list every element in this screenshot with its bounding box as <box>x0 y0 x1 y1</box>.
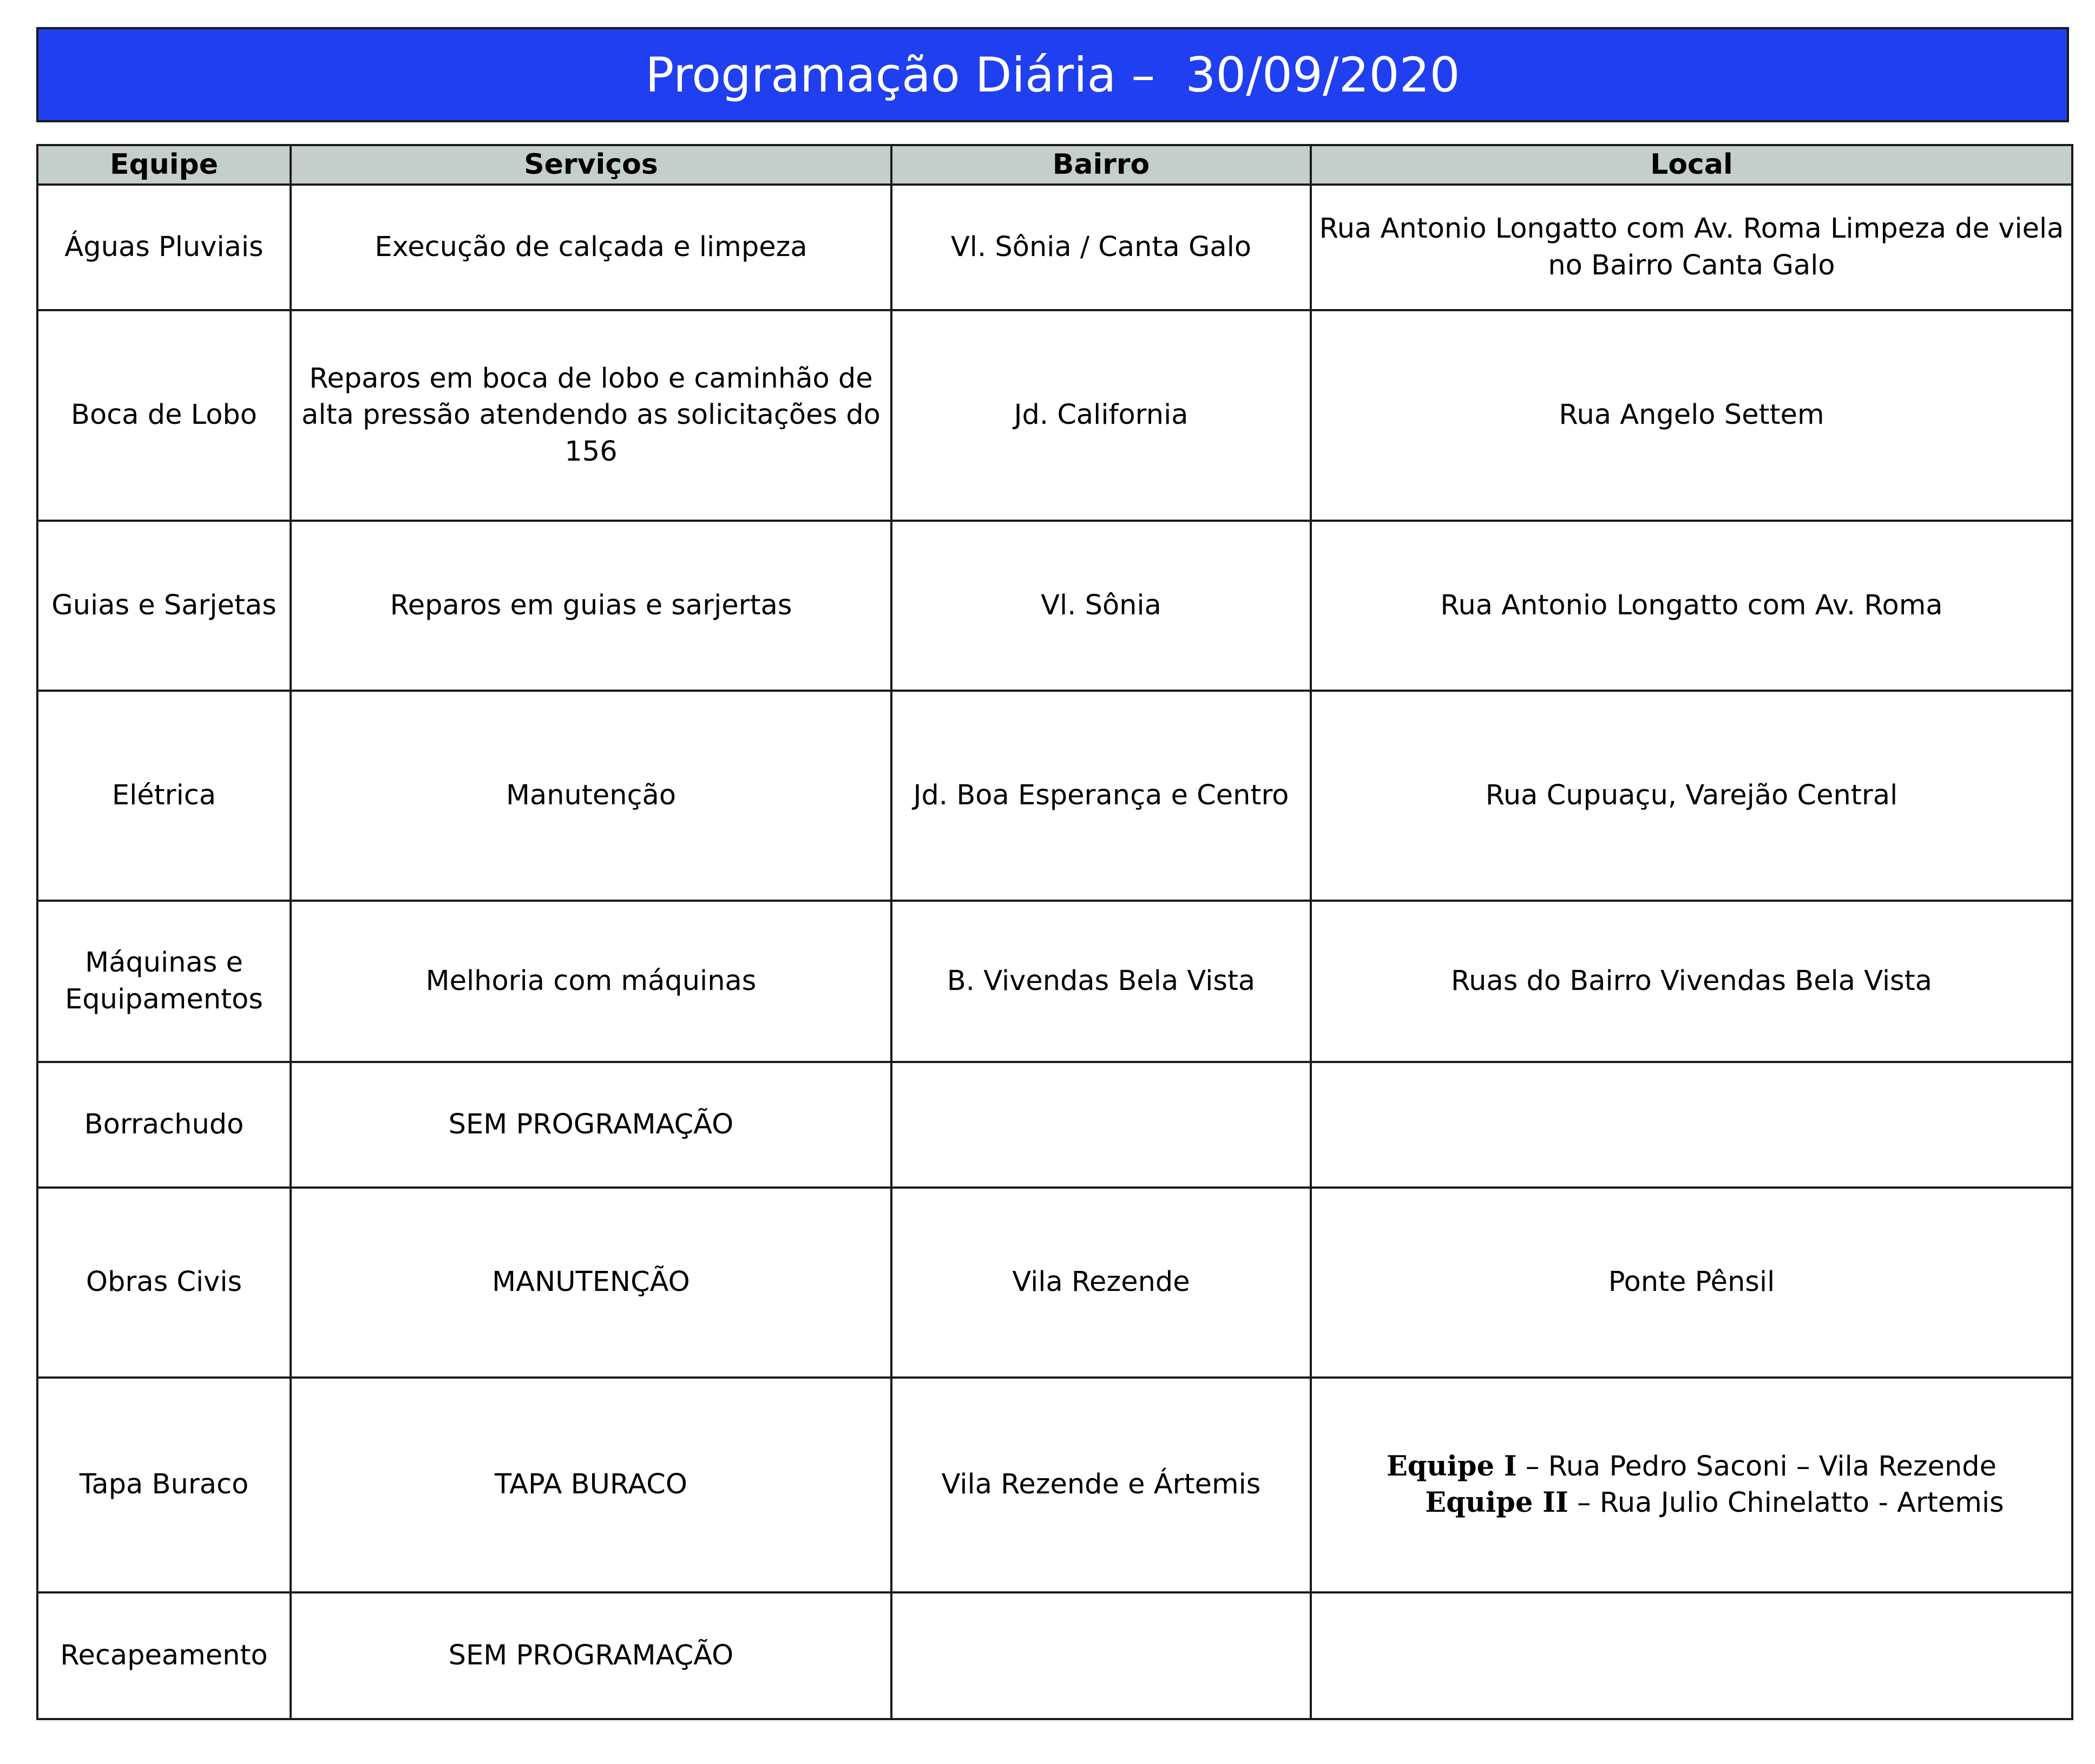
cell-equipe: Guias e Sarjetas <box>37 521 291 691</box>
equipe-label: Equipe II <box>1425 1486 1568 1519</box>
cell-equipe: Borrachudo <box>37 1062 291 1188</box>
cell-servicos: Manutenção <box>291 691 891 901</box>
cell-local <box>1311 1592 2072 1719</box>
cell-servicos: Execução de calçada e limpeza <box>291 185 891 310</box>
header-local: Local <box>1311 145 2072 185</box>
cell-bairro: Vila Rezende <box>891 1188 1311 1378</box>
local-line <box>1316 1485 2067 1521</box>
cell-equipe: Obras Civis <box>37 1188 291 1378</box>
table-row <box>37 1378 2072 1592</box>
cell-local: Rua Cupuaçu, Varejão Central <box>1311 691 2072 901</box>
schedule-table <box>36 144 2073 1720</box>
cell-local: Ponte Pênsil <box>1311 1188 2072 1378</box>
cell-local <box>1311 1062 2072 1188</box>
table-row <box>37 1188 2072 1378</box>
cell-bairro: Vila Rezende e Ártemis <box>891 1378 1311 1592</box>
table-row <box>37 310 2072 521</box>
header-equipe: Equipe <box>37 145 291 185</box>
cell-equipe: Boca de Lobo <box>37 310 291 521</box>
cell-equipe: Águas Pluviais <box>37 185 291 310</box>
cell-servicos: MANUTENÇÃO <box>291 1188 891 1378</box>
cell-servicos: TAPA BURACO <box>291 1378 891 1592</box>
cell-local: Rua Antonio Longatto com Av. Roma <box>1311 521 2072 691</box>
table-row <box>37 901 2072 1062</box>
cell-local: Rua Antonio Longatto com Av. Roma Limpeza de viela no Bairro Canta Galo <box>1311 185 2072 310</box>
table-row <box>37 691 2072 901</box>
cell-equipe: Tapa Buraco <box>37 1378 291 1592</box>
cell-equipe: Máquinas e Equipamentos <box>37 901 291 1062</box>
table-header-row <box>37 145 2072 185</box>
cell-local: Ruas do Bairro Vivendas Bela Vista <box>1311 901 2072 1062</box>
cell-bairro: Vl. Sônia / Canta Galo <box>891 185 1311 310</box>
cell-servicos: Melhoria com máquinas <box>291 901 891 1062</box>
cell-bairro: Jd. Boa Esperança e Centro <box>891 691 1311 901</box>
table-row <box>37 521 2072 691</box>
header-servicos: Serviços <box>291 145 891 185</box>
cell-local: Rua Angelo Settem <box>1311 310 2072 521</box>
cell-equipe: Recapeamento <box>37 1592 291 1719</box>
cell-servicos: SEM PROGRAMAÇÃO <box>291 1592 891 1719</box>
cell-servicos: Reparos em guias e sarjertas <box>291 521 891 691</box>
equipe-label: Equipe I <box>1386 1450 1517 1483</box>
header-bairro: Bairro <box>891 145 1311 185</box>
table-row <box>37 185 2072 310</box>
cell-servicos: Reparos em boca de lobo e caminhão de alta pressão atendendo as solicitações do 156 <box>291 310 891 521</box>
local-text: – Rua Julio Chinelatto - Artemis <box>1568 1487 2004 1519</box>
cell-local <box>1311 1378 2072 1592</box>
table-row <box>37 1592 2072 1719</box>
table-row <box>37 1062 2072 1188</box>
cell-equipe: Elétrica <box>37 691 291 901</box>
cell-bairro: Jd. California <box>891 310 1311 521</box>
local-line <box>1316 1448 2067 1485</box>
cell-bairro <box>891 1062 1311 1188</box>
cell-servicos: SEM PROGRAMAÇÃO <box>291 1062 891 1188</box>
local-text: – Rua Pedro Saconi – Vila Rezende <box>1516 1450 1997 1483</box>
page-title: Programação Diária – 30/09/2020 <box>36 27 2069 122</box>
cell-bairro: Vl. Sônia <box>891 521 1311 691</box>
cell-bairro: B. Vivendas Bela Vista <box>891 901 1311 1062</box>
cell-bairro <box>891 1592 1311 1719</box>
